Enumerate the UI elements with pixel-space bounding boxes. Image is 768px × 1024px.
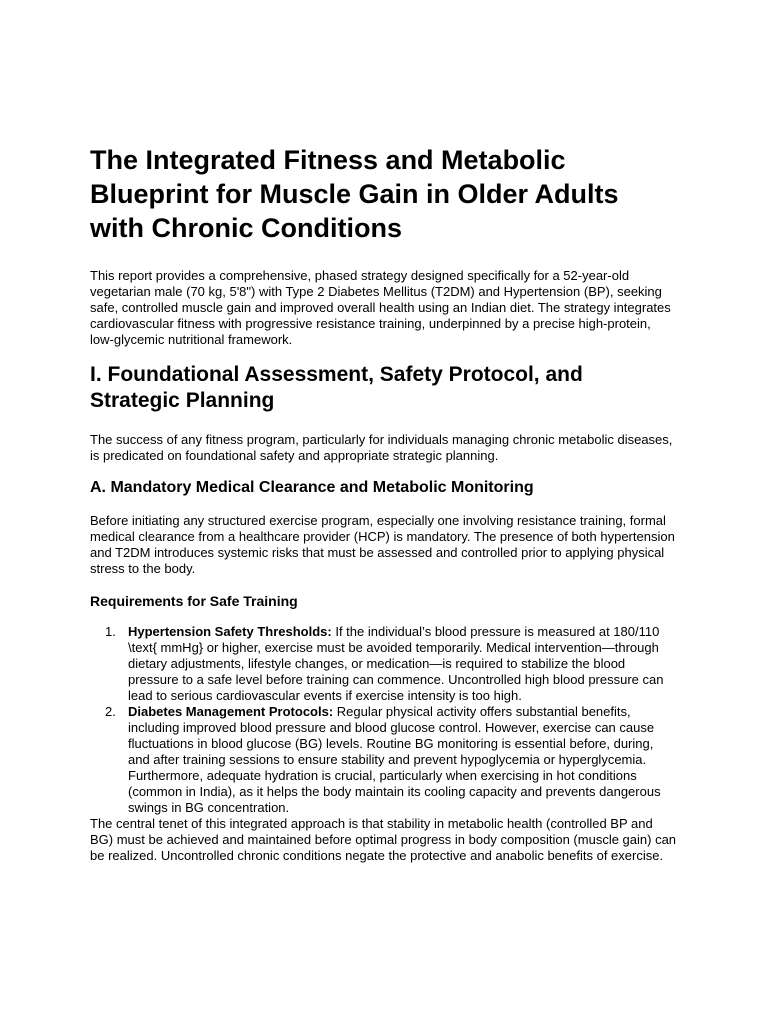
list-item-number: 1. xyxy=(105,624,116,639)
list-item-text: Regular physical activity offers substantial benefits, including improved blood pressure and blood glucose control. However, exercise can cause fluctuations in blood glucose (BG) levels. Routine BG monitoring is essential before, during, and after training sessions to ensure stability and prevent hypoglycemia or hyperglycemia. Furthermore, adequate hydration is crucial, particularly when exercising in hot conditions (common in India), as it helps the body maintain its cooling capacity and prevents dangerous swings in BG concentration. xyxy=(128,704,661,815)
intro-paragraph: This report provides a comprehensive, phased strategy designed specifically for a 52-year-old vegetarian male (70 kg, 5'8") with Type 2 Diabetes Mellitus (T2DM) and Hypertension (BP), seeking safe, controlled muscle gain and improved overall health using an Indian diet. The strategy integrates cardiovascular fitness with progressive resistance training, underpinned by a precise high-protein, low-glycemic nutritional framework. xyxy=(90,268,671,347)
list-item-term: Hypertension Safety Thresholds: xyxy=(128,624,332,639)
list-item xyxy=(90,704,678,816)
requirements-list xyxy=(90,624,678,816)
document-title: The Integrated Fitness and Metabolic Blueprint for Muscle Gain in Older Adults with Chronic Conditions xyxy=(90,145,619,243)
section-a-heading: A. Mandatory Medical Clearance and Metabolic Monitoring xyxy=(90,479,534,496)
list-item-text: If the individual’s blood pressure is measured at 180/110 \text{ mmHg} or higher, exercise must be avoided temporarily. Medical intervention—through dietary adjustments, lifestyle changes, or medication—is required to stabilize the blood pressure to a safe level before training can commence. Uncontrolled high blood pressure can lead to serious cardiovascular events if exercise intensity is too high. xyxy=(128,624,664,703)
requirements-heading: Requirements for Safe Training xyxy=(90,593,298,609)
list-item xyxy=(90,624,678,704)
list-item-term: Diabetes Management Protocols: xyxy=(128,704,334,719)
section-1-heading: I. Foundational Assessment, Safety Protocol, and Strategic Planning xyxy=(90,363,583,412)
section-1-paragraph: The success of any fitness program, particularly for individuals managing chronic metabolic diseases, is predicated on foundational safety and appropriate strategic planning. xyxy=(90,432,673,463)
closing-paragraph: The central tenet of this integrated approach is that stability in metabolic health (controlled BP and BG) must be achieved and maintained before optimal progress in body composition (muscle gain) can be realized. Uncontrolled chronic conditions negate the protective and anabolic benefits of exercise. xyxy=(90,816,677,863)
list-item-number: 2. xyxy=(105,704,116,719)
section-a-paragraph: Before initiating any structured exercise program, especially one involving resistance training, formal medical clearance from a healthcare provider (HCP) is mandatory. The presence of both hypertension and T2DM introduces systemic risks that must be assessed and controlled prior to applying physical stress to the body. xyxy=(90,513,675,576)
